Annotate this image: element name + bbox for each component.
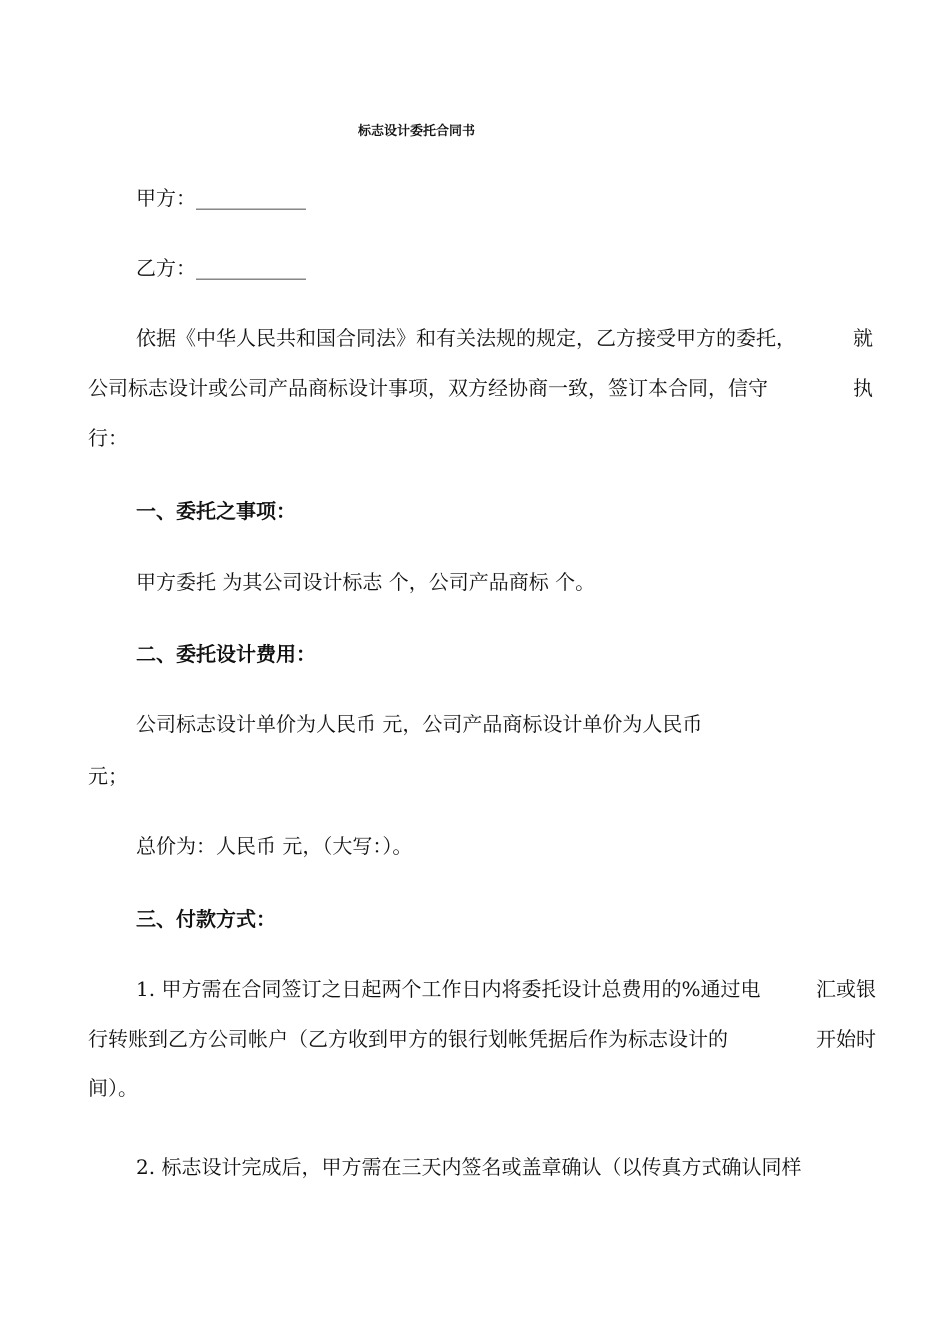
payment-item-1-line-1 [136, 975, 876, 1003]
payment-item-2-line-1: 2. 标志设计完成后，甲方需在三天内签名或盖章确认（以传真方式确认同样 [136, 1155, 802, 1179]
payment-item-1-line-2-text: 行转账到乙方公司帐户（乙方收到甲方的银行划帐凭据后作为标志设计的 [88, 1027, 728, 1051]
section-3-heading: 三、付款方式： [136, 907, 276, 931]
intro-line-1-text: 依据《中华人民共和国合同法》和有关法规的规定，乙方接受甲方的委托， [136, 326, 796, 350]
section-1-body: 甲方委托 为其公司设计标志 个，公司产品商标 个。 [136, 570, 596, 594]
section-1-heading: 一、委托之事项： [136, 499, 296, 523]
intro-line-2-end: 执 [853, 376, 873, 400]
payment-item-1-line-2-end: 开始时 [816, 1027, 876, 1051]
payment-item-1-line-2 [88, 1025, 876, 1053]
payment-item-1-line-1-end: 汇或银 [816, 977, 876, 1001]
party-b-line: 乙方：___________ [136, 256, 306, 280]
payment-item-1-line-3: 间）。 [88, 1076, 138, 1100]
document-title: 标志设计委托合同书 [358, 124, 476, 139]
section-2-body-line-2: 元； [88, 764, 128, 788]
intro-line-1-end: 就 [853, 326, 873, 350]
section-2-body-line-1: 公司标志设计单价为人民币 元，公司产品商标设计单价为人民币 [136, 712, 703, 736]
intro-line-2 [88, 374, 873, 402]
payment-item-1-line-1-text: 1. 甲方需在合同签订之日起两个工作日内将委托设计总费用的%通过电 [136, 977, 761, 1001]
section-2-heading: 二、委托设计费用： [136, 642, 316, 666]
section-2-total: 总价为：人民币 元，（大写：）。 [136, 834, 413, 858]
party-a-line: 甲方：___________ [136, 186, 306, 210]
intro-line-3: 行： [88, 426, 128, 450]
intro-line-1 [136, 324, 873, 352]
intro-line-2-text: 公司标志设计或公司产品商标设计事项，双方经协商一致，签订本合同，信守 [88, 376, 768, 400]
